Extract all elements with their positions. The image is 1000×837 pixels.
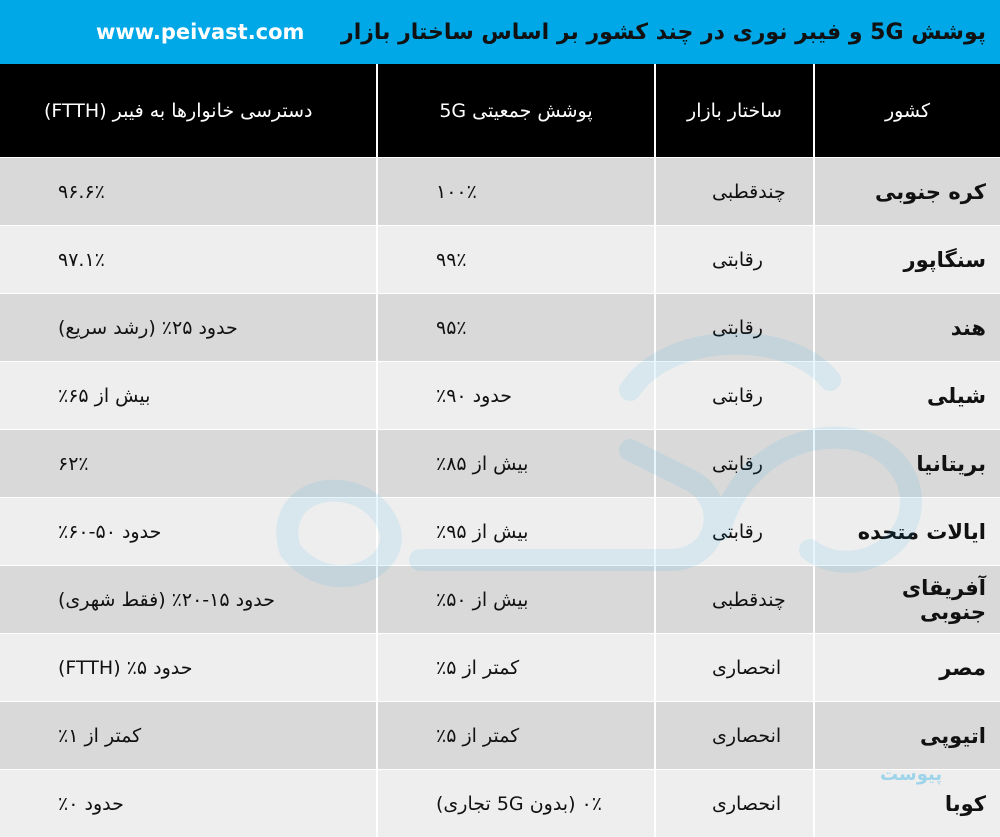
cell-fiber: کمتر از ۱٪ (0, 702, 377, 770)
cell-5g: بیش از ۹۵٪ (377, 498, 655, 566)
column-header-5g: پوشش جمعیتی 5G (377, 64, 655, 158)
cell-market: رقابتی (655, 430, 814, 498)
cell-5g: کمتر از ۵٪ (377, 702, 655, 770)
cell-5g: بیش از ۵۰٪ (377, 566, 655, 634)
cell-market: انحصاری (655, 770, 814, 837)
cell-fiber: حدود ۲۵٪ (رشد سریع) (0, 294, 377, 362)
cell-country: ایالات متحده (814, 498, 1000, 566)
cell-country: هند (814, 294, 1000, 362)
cell-5g: حدود ۹۰٪ (377, 362, 655, 430)
cell-country: شیلی (814, 362, 1000, 430)
cell-market: رقابتی (655, 362, 814, 430)
cell-fiber: حدود ۵۰-۶۰٪ (0, 498, 377, 566)
table-row (0, 226, 1000, 294)
table-row (0, 430, 1000, 498)
cell-country: اتیوپی (814, 702, 1000, 770)
cell-5g: ۹۵٪ (377, 294, 655, 362)
cell-country: بریتانیا (814, 430, 1000, 498)
column-header-country: کشور (814, 64, 1000, 158)
table-row (0, 702, 1000, 770)
table-row (0, 294, 1000, 362)
column-header-market: ساختار بازار (655, 64, 814, 158)
cell-5g: ۱۰۰٪ (377, 158, 655, 226)
table-row (0, 634, 1000, 702)
site-url[interactable]: www.peivast.com (96, 20, 304, 44)
cell-country: سنگاپور (814, 226, 1000, 294)
table-row (0, 362, 1000, 430)
cell-fiber: ۶۲٪ (0, 430, 377, 498)
table-row (0, 158, 1000, 226)
header-bar (0, 0, 1000, 64)
table-row (0, 566, 1000, 634)
cell-fiber: حدود ۵٪ (FTTH) (0, 634, 377, 702)
brand-logo: پیوست (880, 764, 942, 785)
cell-market: انحصاری (655, 634, 814, 702)
cell-5g: ۰٪ (بدون 5G تجاری) (377, 770, 655, 837)
cell-country: آفریقای جنوبی (814, 566, 1000, 634)
page-title: پوشش 5G و فیبر نوری در چند کشور بر اساس ساختار بازار (341, 20, 986, 45)
cell-fiber: حدود ۱۵-۲۰٪ (فقط شهری) (0, 566, 377, 634)
cell-fiber: ۹۷.۱٪ (0, 226, 377, 294)
cell-country: مصر (814, 634, 1000, 702)
cell-market: انحصاری (655, 702, 814, 770)
cell-country: کوبا (814, 770, 1000, 837)
table-row (0, 770, 1000, 837)
table-header-row (0, 64, 1000, 158)
cell-fiber: بیش از ۶۵٪ (0, 362, 377, 430)
cell-market: رقابتی (655, 226, 814, 294)
cell-fiber: ۹۶.۶٪ (0, 158, 377, 226)
cell-fiber: حدود ۰٪ (0, 770, 377, 837)
cell-5g: بیش از ۸۵٪ (377, 430, 655, 498)
cell-5g: کمتر از ۵٪ (377, 634, 655, 702)
cell-country: کره جنوبی (814, 158, 1000, 226)
cell-market: چندقطبی (655, 566, 814, 634)
cell-market: رقابتی (655, 294, 814, 362)
table-row (0, 498, 1000, 566)
coverage-table (0, 64, 1000, 837)
cell-5g: ۹۹٪ (377, 226, 655, 294)
column-header-fiber: دسترسی خانوارها به فیبر (FTTH) (0, 64, 377, 158)
cell-market: رقابتی (655, 498, 814, 566)
cell-market: چندقطبی (655, 158, 814, 226)
